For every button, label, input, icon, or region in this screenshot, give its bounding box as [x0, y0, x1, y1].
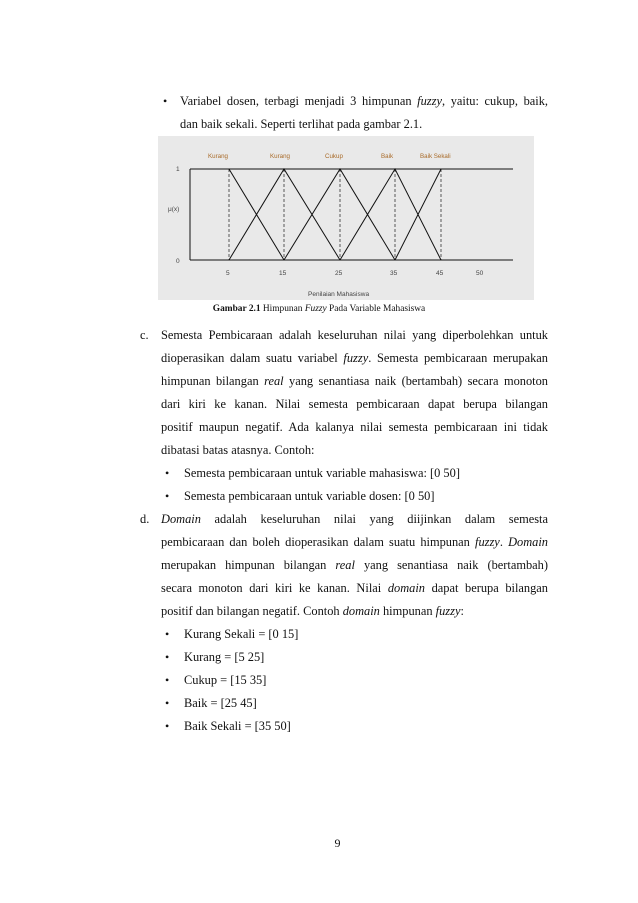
item-d-line-3 — [161, 558, 548, 573]
text-emphasis: real — [335, 558, 355, 572]
dashed-guides — [229, 169, 441, 260]
list-item: Cukup = [15 35] — [184, 673, 267, 687]
text-segment: merupakan himpunan bilangan — [161, 558, 336, 572]
text-segment: . — [499, 535, 509, 549]
bullet-marker: • — [165, 719, 170, 733]
text-emphasis: Domain — [161, 512, 201, 526]
x-tick-label: 50 — [476, 270, 484, 277]
page-number: 9 — [334, 836, 341, 850]
text-segment: himpunan — [379, 604, 436, 618]
text-emphasis: Domain — [508, 535, 548, 549]
x-tick-label: 45 — [436, 270, 444, 277]
bullet-marker: • — [163, 94, 168, 108]
y-tick-label: 1 — [176, 166, 180, 173]
x-tick-label: 5 — [226, 270, 230, 277]
caption-label: Gambar 2.1 — [212, 304, 261, 314]
text-emphasis: fuzzy — [417, 94, 442, 108]
x-tick-label: 35 — [390, 270, 398, 277]
curve-kurang — [229, 169, 340, 260]
item-d-line-1 — [161, 512, 548, 527]
item-c-line-6: dibatasi batas atasnya. Contoh: — [161, 443, 315, 457]
list-item: Semesta pembicaraan untuk variable mahasiswa: [0 50] — [184, 466, 460, 480]
list-item: Semesta pembicaraan untuk variable dosen: [0 50] — [184, 489, 435, 503]
list-item: Baik Sekali = [35 50] — [184, 719, 291, 733]
item-d-line-2 — [161, 535, 548, 550]
text-segment: dioperasikan dalam suatu variabel — [161, 351, 344, 365]
set-label: Baik Sekali — [420, 153, 451, 160]
bullet-marker: • — [165, 650, 170, 664]
list-item: Kurang Sekali = [0 15] — [184, 627, 299, 641]
item-c-line-4: dari kiri ke kanan. Nilai semesta pembicaraan dapat berupa bilangan — [161, 397, 548, 411]
membership-curves — [190, 169, 513, 260]
item-d-line-5 — [161, 604, 464, 619]
x-tick-label: 15 — [279, 270, 287, 277]
curve-baik — [340, 169, 441, 260]
item-c-line-3 — [161, 374, 548, 389]
set-label: Cukup — [325, 153, 343, 160]
x-tick-label: 25 — [335, 270, 343, 277]
list-marker-c: c. — [140, 328, 149, 342]
text-segment: dapat berupa bilangan — [425, 581, 548, 595]
text-emphasis: fuzzy — [475, 535, 500, 549]
bullet-marker: • — [165, 627, 170, 641]
bullet-marker: • — [165, 466, 170, 480]
bullet-marker: • — [165, 696, 170, 710]
text-segment: , yaitu: cukup, baik, — [441, 94, 549, 108]
set-label: Kurang — [208, 153, 228, 160]
item-c-line-5: positif maupun negatif. Ada kalanya nilai semesta pembicaraan ini tidak — [161, 420, 548, 434]
text-segment: Himpunan — [260, 304, 305, 314]
text-emphasis: real — [264, 374, 284, 388]
text-segment: pembicaraan dan boleh dioperasikan dalam suatu himpunan — [161, 535, 476, 549]
text-segment: Pada Variable Mahasiswa — [326, 304, 426, 314]
item-d-line-4 — [161, 581, 548, 596]
item-c-line-1: Semesta Pembicaraan adalah keseluruhan nilai yang diperbolehkan untuk — [161, 328, 548, 342]
membership-chart — [158, 136, 534, 300]
list-item: Kurang = [5 25] — [184, 650, 265, 664]
curve-cukup — [284, 169, 395, 260]
text-emphasis: fuzzy — [435, 604, 461, 618]
text-emphasis: Fuzzy — [304, 304, 327, 314]
x-axis-label: Penilaian Mahasiswa — [308, 291, 370, 298]
text-segment: adalah keseluruhan nilai yang diijinkan dalam semesta — [200, 512, 548, 526]
text-segment: yang senantiasa naik (bertambah) — [354, 558, 548, 572]
text-segment: yang senantiasa naik (bertambah) secara monoton — [283, 374, 549, 388]
text-segment: secara monoton dari kiri ke kanan. Nilai — [161, 581, 388, 595]
fuzzy-membership-figure — [158, 136, 534, 300]
item-a-line-2: dan baik sekali. Seperti terlihat pada gambar 2.1. — [180, 117, 423, 131]
y-tick-label: 0 — [176, 258, 180, 265]
text-emphasis: domain — [387, 581, 425, 595]
text-emphasis: domain — [342, 604, 380, 618]
y-axis-label: μ(x) — [168, 206, 180, 213]
text-segment: . Semesta pembicaraan merupakan — [368, 351, 548, 365]
bullet-marker: • — [165, 673, 170, 687]
text-segment: : — [460, 604, 464, 618]
text-segment: Variabel dosen, terbagi menjadi 3 himpunan — [180, 94, 418, 108]
text-segment: himpunan bilangan — [161, 374, 265, 388]
curve-baik-sekali — [395, 169, 513, 260]
figure-caption — [0, 304, 638, 314]
item-a-line-1 — [180, 94, 548, 109]
text-segment: positif dan bilangan negatif. Contoh — [161, 604, 343, 618]
item-c-line-2 — [161, 351, 548, 366]
bullet-marker: • — [165, 489, 170, 503]
set-label: Kurang — [270, 153, 290, 160]
list-item: Baik = [25 45] — [184, 696, 257, 710]
set-label: Baik — [381, 153, 394, 160]
list-marker-d: d. — [140, 512, 150, 526]
text-emphasis: fuzzy — [343, 351, 369, 365]
